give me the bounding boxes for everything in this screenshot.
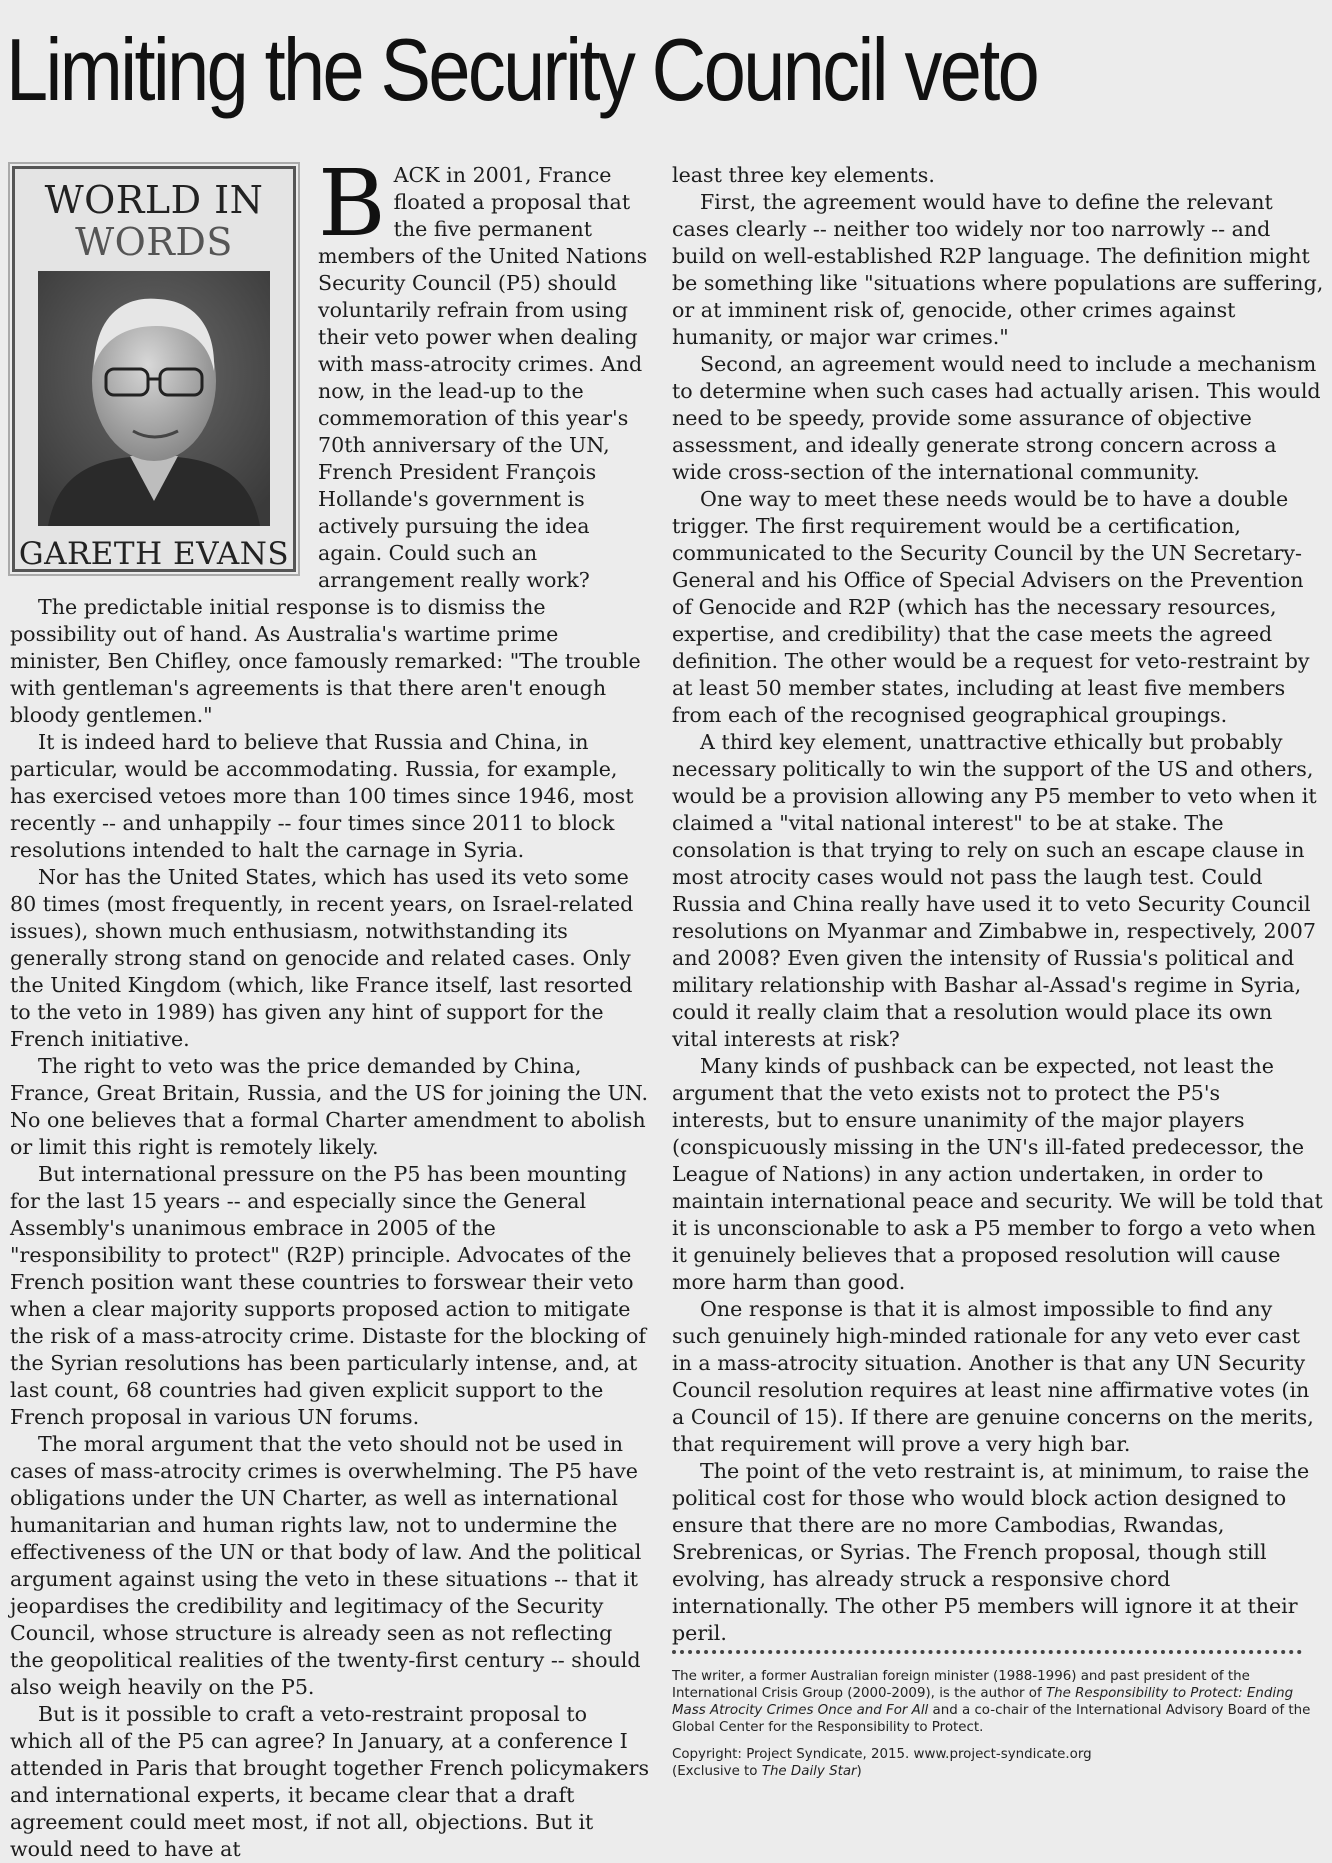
headline: Limiting the Security Council veto [6,20,1038,119]
exclusive-suffix: ) [856,1764,862,1779]
paragraph: A third key element, unattractive ethically but probably necessary politically to win the support of the US and others, would be a provision allowing any P5 member to veto when it claimed a "vital national interest" to be at stake. The consolation is that trying to rely on such an escape clause in most atrocity cases would not pass the laugh test. Could Russia and China really have used it to veto Security Council resolutions on Myanmar and Zimbabwe in, respectively, 2007 and 2008? Even given the intensity of Russia's political and military relationship with Bashar al-Assad's regime in Syria, could it really claim that a resolution would place its own vital interests at risk? [672,730,1317,1051]
dotted-divider [672,1650,1302,1654]
paragraph: The predictable initial response is to dismiss the possibility out of hand. As Australia's wartime prime minister, Ben Chifley, once famously remarked: "The trouble with gentleman's agreements is that there aren't enough bloody gentlemen." [10,595,641,727]
paragraph: Second, an agreement would need to include a mechanism to determine when such cases had actually arisen. This would need to be speedy, provide some assurance of objective assessment, and ideally generate strong concern across a wide cross-section of the international community. [672,352,1321,484]
paragraph: It is indeed hard to believe that Russia and China, in particular, would be accommodating. Russia, for example, has exercised vetoes more than 100 times since 1946, most recently -- and unhappily -- four times since 2011 to block resolutions intended to halt the carnage in Syria. [10,730,634,862]
paragraph: least three key elements. [672,163,935,187]
copyright-text: Copyright: Project Syndicate, 2015. www.project-syndicate.org [672,1747,1092,1762]
paragraph: But international pressure on the P5 has been mounting for the last 15 years -- and especially since the General Assembly's unanimous embrace in 2005 of the "responsibility to protect" (R2P) principle. Advocates of the French position want these countries to forswear their veto when a clear majority supports proposed action to mitigate the risk of a mass-atrocity crime. Distaste for the blocking of the Syrian resolutions has been particularly intense, and, at last count, 68 countries had given explicit support to the French proposal in various UN forums. [10,1162,646,1429]
paragraph: First, the agreement would have to define the relevant cases clearly -- neither too widely nor too narrowly -- and build on well-established R2P language. The definition might be something like "situations where populations are suffering, or at imminent risk of, genocide, other crimes against humanity, or major war crimes." [672,190,1324,349]
book-title: The Responsibility to Protect: Ending Mass Atrocity Crimes Once and For All [672,1686,1294,1718]
column-title-line1: WORLD IN [44,178,264,222]
exclusive-prefix: (Exclusive to [672,1764,762,1779]
bio-text: and a co-chair of the International Advisory Board of the Global Center for the Responsibility to Protect. [672,1703,1311,1735]
author-photo [38,271,270,526]
author-bio [672,1668,1312,1736]
author-footnote [672,1668,1312,1780]
paragraph: ACK in 2001, France floated a proposal that the five permanent members of the United Nations Security Council (P5) should voluntarily refrain from using their veto power when dealing with mass-atrocity crimes. And now, in the lead-up to the commemoration of this year's 70th anniversary of the UN, French President François Hollande's government is actively pursuing the idea again. Could such an arrangement really work? [318,163,648,592]
column-title-line2: WORDS [75,220,233,264]
paragraph: The moral argument that the veto should not be used in cases of mass-atrocity crimes is overwhelming. The P5 have obligations under the UN Charter, as well as international humanitarian and human rights law, not to undermine the effectiveness of the UN or that body of law. And the political argument against using the veto in these situations -- that it jeopardises the credibility and legitimacy of the Security Council, whose structure is already seen as not reflecting the geopolitical realities of the twenty-first century -- should also weigh heavily on the P5. [10,1432,642,1699]
paragraph: One response is that it is almost impossible to find any such genuinely high-minded rationale for any veto ever cast in a mass-atrocity situation. Another is that any UN Security Council resolution requires at least nine affirmative votes (in a Council of 15). If there are genuine concerns on the merits, that requirement will prove a very high bar. [672,1297,1314,1456]
left-column [10,150,652,1863]
dropcap-letter: B [318,150,386,257]
paragraph: One way to meet these needs would be to have a double trigger. The first requirement would be a certification, communicated to the Security Council by the UN Secretary-General and his Office of Special Advisers on the Prevention of Genocide and R2P (which has the necessary resources, expertise, and credibility) that the case meets the agreed definition. The other would be a request for veto-restraint by at least 50 member states, including at least five members from each of the recognised geographical groupings. [672,487,1310,727]
bio-text: The writer, a former Australian foreign minister (1988-1996) and past president of the International Crisis Group (2000-2009), is the author of [672,1669,1250,1701]
paragraph: Many kinds of pushback can be expected, not least the argument that the veto exists not to protect the P5's interests, but to ensure unanimity of the major players (conspicuously missing in the UN's ill-fated predecessor, the League of Nations) in any action undertaken, in order to maintain international peace and security. We will be told that it is unconscionable to ask a P5 member to forgo a veto when it genuinely believes that a proposed resolution will cause more harm than good. [672,1054,1323,1294]
paragraph: The right to veto was the price demanded by China, France, Great Britain, Russia, and the US for joining the UN. No one believes that a formal Charter amendment to abolish or limit this right is remotely likely. [10,1054,649,1159]
column-title [15,179,293,263]
author-name: GARETH EVANS [18,536,290,572]
paragraph: But is it possible to craft a veto-restraint proposal to which all of the P5 can agree? In January, at a conference I attended in Paris that brought together French policymakers and international experts, it became clear that a draft agreement could meet most, if not all, objections. But it would need to have at [10,1702,650,1861]
column-logo-box [12,166,296,572]
paragraph: Nor has the United States, which has used its veto some 80 times (most frequently, in recent years, on Israel-related issues), shown much enthusiasm, notwithstanding its generally strong stand on genocide and related cases. Only the United Kingdom (which, like France itself, last resorted to the veto in 1989) has given any hint of support for the French initiative. [10,865,634,1051]
paragraph: The point of the veto restraint is, at minimum, to raise the political cost for those who would block action designed to ensure that there are no more Cambodias, Rwandas, Srebrenicas, or Syrias. The French proposal, though still evolving, has already struck a responsive chord internationally. The other P5 members will ignore it at their peril. [672,1459,1310,1645]
author-portrait-icon [38,271,270,526]
copyright-line [672,1746,1312,1780]
newspaper-name: The Daily Star [761,1764,857,1779]
right-column [672,162,1324,1647]
